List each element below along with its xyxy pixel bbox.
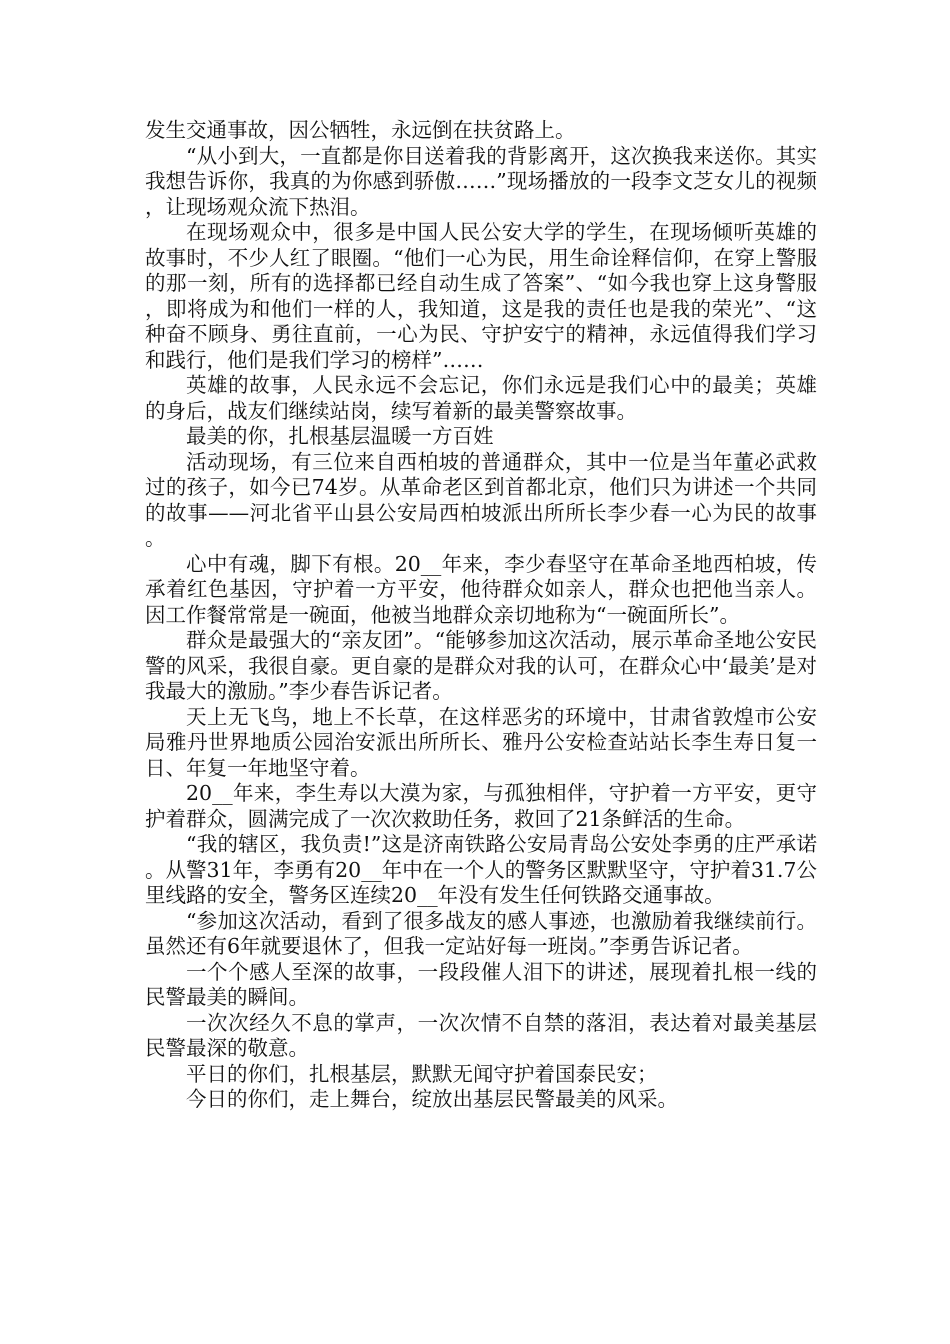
paragraph: 20__年来，李生寿以大漠为家，与孤独相伴，守护着一方平安，更守护着群众，圆满完成了一次次救助任务，救回了21条鲜活的生命。 (145, 781, 817, 831)
paragraph: 活动现场，有三位来自西柏坡的普通群众，其中一位是当年董必武救过的孩子，如今已74岁。从革命老区到首都北京，他们只为讲述一个共同的故事——河北省平山县公安局西柏坡派出所所长李少春一心为民的故事。 (145, 449, 817, 550)
paragraph: 今日的你们，走上舞台，绽放出基层民警最美的风采。 (186, 1087, 678, 1111)
paragraph: 心中有魂，脚下有根。20__年来，李少春坚守在革命圣地西柏坡，传承着红色基因，守护着一方平安，他待群众如亲人，群众也把他当亲人。因工作餐常常是一碗面，他被当地群众亲切地称为“一碗面所长”。 (145, 551, 817, 627)
section-heading: 最美的你，扎根基层温暖一方百姓 (186, 424, 494, 448)
paragraph: 一个个感人至深的故事，一段段催人泪下的讲述，展现着扎根一线的民警最美的瞬间。 (145, 959, 817, 1009)
paragraph: 英雄的故事，人民永远不会忘记，你们永远是我们心中的最美；英雄的身后，战友们继续站岗，续写着新的最美警察故事。 (145, 373, 817, 423)
paragraph: 一次次经久不息的掌声，一次次情不自禁的落泪，表达着对最美基层民警最深的敬意。 (145, 1010, 817, 1060)
paragraph: “参加这次活动，看到了很多战友的感人事迹，也激励着我继续前行。虽然还有6年就要退休了，但我一定站好每一班岗。”李勇告诉记者。 (145, 908, 817, 958)
paragraph: 在现场观众中，很多是中国人民公安大学的学生，在现场倾听英雄的故事时，不少人红了眼圈。“他们一心为民，用生命诠释信仰，在穿上警服的那一刻，所有的选择都已经自动生成了答案”、“如今我也穿上这身警服，即将成为和他们一样的人，我知道，这是我的责任也是我的荣光”、“这种奋不顾身、勇往直前，一心为民、守护安宁的精神，永远值得我们学习和践行，他们是我们学习的榜样”…… (145, 220, 817, 372)
paragraph: 发生交通事故，因公牺牲，永远倒在扶贫路上。 (145, 118, 576, 142)
document-body (145, 118, 817, 1113)
paragraph: “从小到大，一直都是你目送着我的背影离开，这次换我来送你。其实我想告诉你，我真的为你感到骄傲……”现场播放的一段李文芝女儿的视频，让现场观众流下热泪。 (145, 143, 817, 219)
paragraph: 天上无飞鸟，地上不长草，在这样恶劣的环境中，甘肃省敦煌市公安局雅丹世界地质公园治安派出所所长、雅丹公安检查站站长李生寿日复一日、年复一年地坚守着。 (145, 704, 817, 780)
paragraph: “我的辖区，我负责!”这是济南铁路公安局青岛公安处李勇的庄严承诺。从警31年，李勇有20__年中在一个人的警务区默默坚守，守护着31.7公里线路的安全，警务区连续20__年没有发生任何铁路交通事故。 (145, 832, 817, 907)
paragraph: 群众是最强大的“亲友团”。“能够参加这次活动，展示革命圣地公安民警的风采，我很自豪。更自豪的是群众对我的认可，在群众心中‘最美’是对我最大的激励。”李少春告诉记者。 (145, 628, 817, 703)
paragraph: 平日的你们，扎根基层，默默无闻守护着国泰民安； (186, 1061, 658, 1086)
